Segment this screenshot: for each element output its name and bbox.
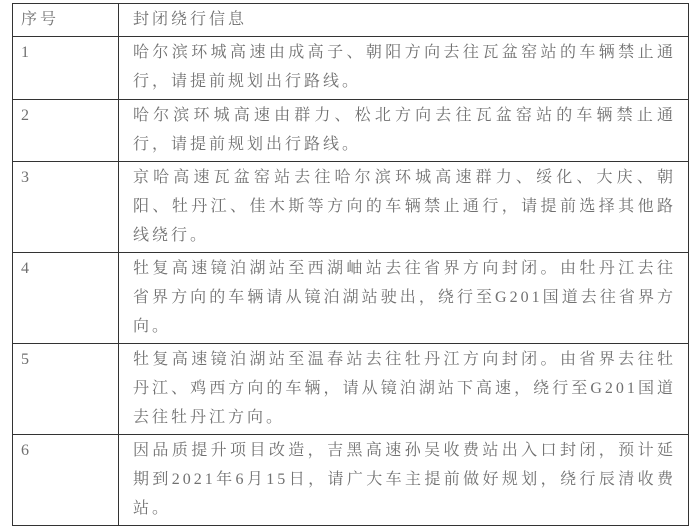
seq-cell: 6: [13, 435, 119, 526]
col-header-seq: 序号: [13, 4, 119, 37]
table-row: [13, 344, 689, 435]
seq-cell: 2: [13, 100, 119, 162]
info-cell: 牡复高速镜泊湖站至温春站去往牡丹江方向封闭。由省界去往牡丹江、鸡西方向的车辆，请从镜泊湖站下高速，绕行至G201国道去往牡丹江方向。: [119, 344, 689, 435]
header-row: [13, 4, 689, 37]
info-cell: 京哈高速瓦盆窑站去往哈尔滨环城高速群力、绥化、大庆、朝阳、牡丹江、佳木斯等方向的车辆禁止通行，请提前选择其他路线绕行。: [119, 162, 689, 253]
info-cell: 牡复高速镜泊湖站至西湖岫站去往省界方向封闭。由牡丹江去往省界方向的车辆请从镜泊湖站驶出，绕行至G201国道去往省界方向。: [119, 253, 689, 344]
seq-cell: 1: [13, 37, 119, 100]
table-row: [13, 100, 689, 162]
info-cell: 哈尔滨环城高速由成高子、朝阳方向去往瓦盆窑站的车辆禁止通行，请提前规划出行路线。: [119, 37, 689, 100]
info-cell: 哈尔滨环城高速由群力、松北方向去往瓦盆窑站的车辆禁止通行，请提前规划出行路线。: [119, 100, 689, 162]
table-row: [13, 253, 689, 344]
seq-cell: 5: [13, 344, 119, 435]
table-row: [13, 162, 689, 253]
table-row: [13, 435, 689, 526]
seq-cell: 3: [13, 162, 119, 253]
closure-info-table: [12, 3, 689, 526]
info-cell: 因品质提升项目改造，吉黑高速孙吴收费站出入口封闭，预计延期到2021年6月15日，请广大车主提前做好规划，绕行辰清收费站。: [119, 435, 689, 526]
seq-cell: 4: [13, 253, 119, 344]
col-header-info: 封闭绕行信息: [119, 4, 689, 37]
table-row: [13, 37, 689, 100]
